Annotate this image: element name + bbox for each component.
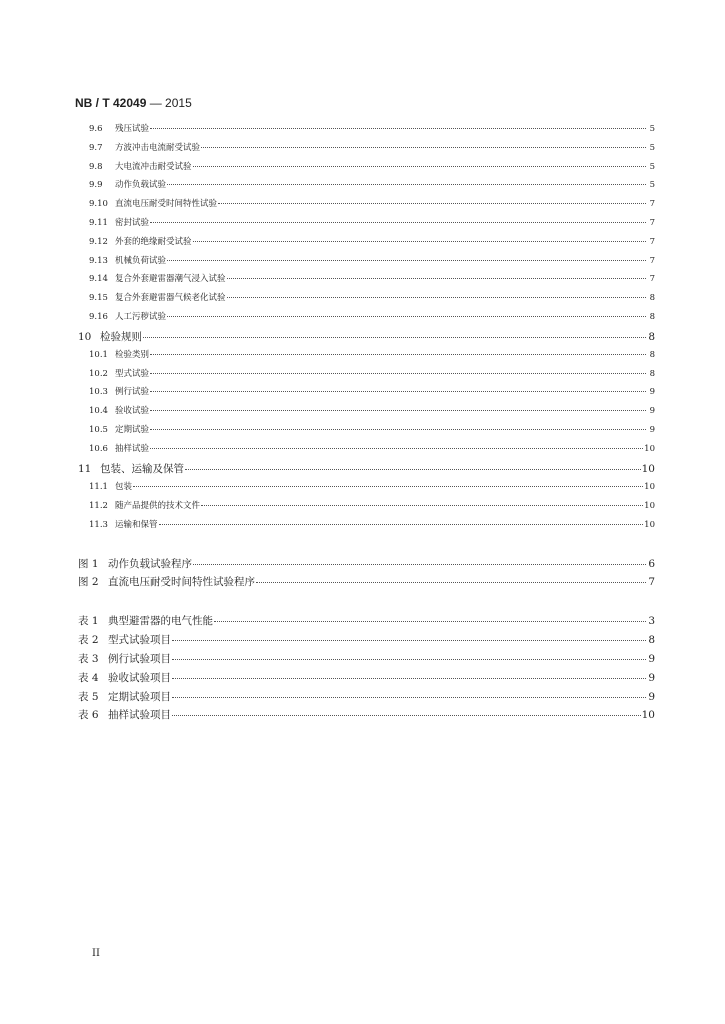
toc-leader-dots bbox=[201, 141, 646, 148]
toc-leader-dots bbox=[172, 651, 646, 660]
toc-entry-number: 9.14 bbox=[89, 274, 108, 284]
toc-entry-title: 抽样试验项目 bbox=[108, 709, 171, 721]
toc-leader-dots bbox=[150, 385, 646, 392]
toc-entry-number: 9.12 bbox=[89, 237, 108, 247]
toc-leader-dots bbox=[172, 689, 646, 698]
toc-entry-number: 10.1 bbox=[89, 350, 108, 360]
toc-entry-number: 9.8 bbox=[89, 162, 103, 172]
toc-entry-number: 表 2 bbox=[78, 634, 99, 646]
toc-entry-number: 9.10 bbox=[89, 199, 108, 209]
toc-entry[interactable] bbox=[89, 122, 655, 136]
toc-entry-title: 验收试验项目 bbox=[108, 672, 171, 684]
toc-leader-dots bbox=[150, 122, 646, 129]
toc-entry-title: 定期试验项目 bbox=[108, 691, 171, 703]
toc-entry-page: 9 bbox=[648, 653, 655, 665]
toc-entry-number: 10.5 bbox=[89, 425, 108, 435]
toc-entry-number: 10.3 bbox=[89, 387, 108, 397]
toc-entry-page: 7 bbox=[649, 218, 655, 228]
toc-entry[interactable] bbox=[89, 272, 655, 286]
toc-entry[interactable] bbox=[89, 367, 655, 381]
toc-entry-number: 9.6 bbox=[89, 124, 103, 134]
toc-entry-title: 例行试验 bbox=[115, 387, 150, 397]
toc-leader-dots bbox=[167, 310, 646, 317]
toc-entry-page: 5 bbox=[649, 143, 655, 153]
toc-entry-title: 机械负荷试验 bbox=[115, 256, 167, 266]
toc-leader-dots bbox=[143, 329, 646, 338]
toc-entry-title: 例行试验项目 bbox=[108, 653, 171, 665]
toc-entry-number: 11.3 bbox=[89, 520, 108, 530]
toc-entry-page: 7 bbox=[649, 237, 655, 247]
toc-leader-dots bbox=[214, 613, 646, 622]
toc-entry-page: 8 bbox=[649, 312, 655, 322]
toc-entry-page: 8 bbox=[648, 331, 655, 343]
toc-entry[interactable] bbox=[89, 310, 655, 324]
toc-leader-dots bbox=[185, 461, 641, 470]
toc-leader-dots bbox=[167, 178, 646, 185]
toc-leader-dots bbox=[133, 480, 643, 487]
toc-entry[interactable] bbox=[78, 461, 655, 477]
toc-entry-number: 10.4 bbox=[89, 406, 108, 416]
toc-entry[interactable] bbox=[89, 499, 655, 513]
toc-entry-page: 8 bbox=[648, 634, 655, 646]
toc-entry-title: 大电流冲击耐受试验 bbox=[115, 162, 192, 172]
toc-leader-dots bbox=[193, 235, 646, 242]
toc-entry-page: 5 bbox=[649, 124, 655, 134]
toc-entry-page: 10 bbox=[644, 501, 655, 511]
toc-entry-title: 典型避雷器的电气性能 bbox=[108, 615, 213, 627]
toc-entry-page: 10 bbox=[641, 463, 655, 475]
toc-entry-number: 表 4 bbox=[78, 672, 99, 684]
toc-entry-title: 型式试验 bbox=[115, 369, 150, 379]
toc-leader-dots bbox=[150, 367, 646, 374]
toc-entry-number: 9.15 bbox=[89, 293, 108, 303]
toc-entry-title: 包装 bbox=[115, 482, 133, 492]
toc-entry[interactable] bbox=[89, 518, 655, 532]
toc-entry-number: 9.9 bbox=[89, 180, 103, 190]
toc-entry[interactable] bbox=[89, 197, 655, 211]
toc-entry[interactable] bbox=[89, 254, 655, 268]
toc-entry[interactable] bbox=[89, 404, 655, 418]
toc-entry-page: 9 bbox=[649, 425, 655, 435]
toc-leader-dots bbox=[227, 291, 646, 298]
toc-entry-title: 检验规则 bbox=[100, 331, 142, 343]
toc-entry-title: 动作负载试验程序 bbox=[108, 558, 192, 570]
toc-entry-page: 10 bbox=[644, 482, 655, 492]
toc-entry-title: 型式试验项目 bbox=[108, 634, 171, 646]
toc-entry-number: 表 1 bbox=[78, 615, 99, 627]
toc-entry-title: 外套的绝缘耐受试验 bbox=[115, 237, 192, 247]
toc-entry[interactable] bbox=[89, 178, 655, 192]
toc-leader-dots bbox=[172, 632, 646, 641]
toc-entry-number: 9.16 bbox=[89, 312, 108, 322]
toc-entry-page: 3 bbox=[648, 615, 655, 627]
figure-list-entry[interactable] bbox=[78, 574, 655, 590]
toc-entry-title: 直流电压耐受时间特性试验程序 bbox=[108, 576, 255, 588]
toc-leader-dots bbox=[150, 442, 643, 449]
toc-entry-page: 6 bbox=[648, 558, 655, 570]
toc-entry-title: 复合外套避雷器气候老化试验 bbox=[115, 293, 226, 303]
figure-list-entry[interactable] bbox=[78, 556, 655, 572]
toc-entry-number: 11.1 bbox=[89, 482, 108, 492]
toc-entry-page: 7 bbox=[649, 256, 655, 266]
toc-entry-page: 10 bbox=[644, 520, 655, 530]
toc-entry-title: 随产品提供的技术文件 bbox=[115, 501, 201, 511]
toc-entry-number: 10.2 bbox=[89, 369, 108, 379]
toc-entry-page: 10 bbox=[644, 444, 655, 454]
toc-entry[interactable] bbox=[89, 216, 655, 230]
toc-leader-dots bbox=[172, 670, 646, 679]
toc-entry[interactable] bbox=[89, 348, 655, 362]
toc-entry-page: 7 bbox=[649, 274, 655, 284]
toc-entry-title: 运输和保管 bbox=[115, 520, 158, 530]
toc-leader-dots bbox=[218, 197, 646, 204]
toc-entry-title: 复合外套避雷器潮气浸入试验 bbox=[115, 274, 226, 284]
toc-leader-dots bbox=[150, 404, 646, 411]
toc-entry-page: 5 bbox=[649, 180, 655, 190]
toc-entry-number: 图 2 bbox=[78, 576, 99, 588]
toc-entry-title: 人工污秽试验 bbox=[115, 312, 167, 322]
toc-entry-title: 方波冲击电流耐受试验 bbox=[115, 143, 201, 153]
toc-leader-dots bbox=[256, 574, 646, 583]
toc-entry-title: 包装、运输及保管 bbox=[100, 463, 184, 475]
page-number: II bbox=[92, 948, 100, 959]
toc-entry-number: 10.6 bbox=[89, 444, 108, 454]
toc-entry-number: 表 6 bbox=[78, 709, 99, 721]
toc-leader-dots bbox=[150, 216, 646, 223]
table-list-entry[interactable] bbox=[78, 651, 655, 667]
toc-leader-dots bbox=[193, 160, 646, 167]
toc-entry-number: 9.7 bbox=[89, 143, 103, 153]
toc-entry[interactable] bbox=[89, 480, 655, 494]
toc-entry[interactable] bbox=[89, 160, 655, 174]
toc-entry-title: 动作负载试验 bbox=[115, 180, 167, 190]
toc-entry[interactable] bbox=[89, 423, 655, 437]
toc-leader-dots bbox=[167, 254, 646, 261]
toc-leader-dots bbox=[193, 556, 646, 565]
toc-entry-number: 表 3 bbox=[78, 653, 99, 665]
toc-entry[interactable] bbox=[89, 385, 655, 399]
toc-leader-dots bbox=[172, 707, 641, 716]
toc-entry-page: 7 bbox=[649, 199, 655, 209]
toc-entry-page: 5 bbox=[649, 162, 655, 172]
toc-entry-page: 9 bbox=[649, 387, 655, 397]
toc-entry-number: 9.11 bbox=[89, 218, 108, 228]
table-list-entry[interactable] bbox=[78, 613, 655, 629]
toc-entry-page: 10 bbox=[641, 709, 655, 721]
standard-code: NB / T 42049 bbox=[75, 96, 147, 110]
table-list-entry[interactable] bbox=[78, 689, 655, 705]
toc-entry-title: 检验类别 bbox=[115, 350, 150, 360]
toc-entry-page: 8 bbox=[649, 369, 655, 379]
toc-leader-dots bbox=[201, 499, 643, 506]
toc-entry-title: 定期试验 bbox=[115, 425, 150, 435]
toc-leader-dots bbox=[227, 272, 646, 279]
toc-entry-title: 直流电压耐受时间特性试验 bbox=[115, 199, 218, 209]
toc-entry[interactable] bbox=[89, 141, 655, 155]
toc-entry-page: 9 bbox=[649, 406, 655, 416]
toc-entry[interactable] bbox=[89, 291, 655, 305]
toc-entry-page: 9 bbox=[648, 691, 655, 703]
toc-entry-page: 7 bbox=[648, 576, 655, 588]
toc-entry[interactable] bbox=[89, 235, 655, 249]
table-list-entry[interactable] bbox=[78, 707, 655, 723]
toc-entry-number: 11.2 bbox=[89, 501, 108, 511]
toc-entry-number: 9.13 bbox=[89, 256, 108, 266]
toc-entry[interactable] bbox=[78, 329, 655, 345]
standard-year: 2015 bbox=[165, 96, 192, 110]
header-dash: — bbox=[146, 96, 166, 110]
toc-entry-page: 8 bbox=[649, 293, 655, 303]
toc-leader-dots bbox=[150, 348, 646, 355]
toc-entry-number: 11 bbox=[78, 463, 92, 475]
toc-entry-title: 验收试验 bbox=[115, 406, 150, 416]
table-list-entry[interactable] bbox=[78, 632, 655, 648]
toc-leader-dots bbox=[159, 518, 644, 525]
toc-entry-title: 密封试验 bbox=[115, 218, 150, 228]
toc-leader-dots bbox=[150, 423, 646, 430]
table-list-entry[interactable] bbox=[78, 670, 655, 686]
toc-entry[interactable] bbox=[89, 442, 655, 456]
toc-entry-page: 8 bbox=[649, 350, 655, 360]
toc-entry-number: 图 1 bbox=[78, 558, 99, 570]
toc-entry-title: 残压试验 bbox=[115, 124, 150, 134]
toc-entry-page: 9 bbox=[648, 672, 655, 684]
toc-entry-title: 抽样试验 bbox=[115, 444, 150, 454]
toc-entry-number: 表 5 bbox=[78, 691, 99, 703]
toc-entry-number: 10 bbox=[78, 331, 92, 343]
